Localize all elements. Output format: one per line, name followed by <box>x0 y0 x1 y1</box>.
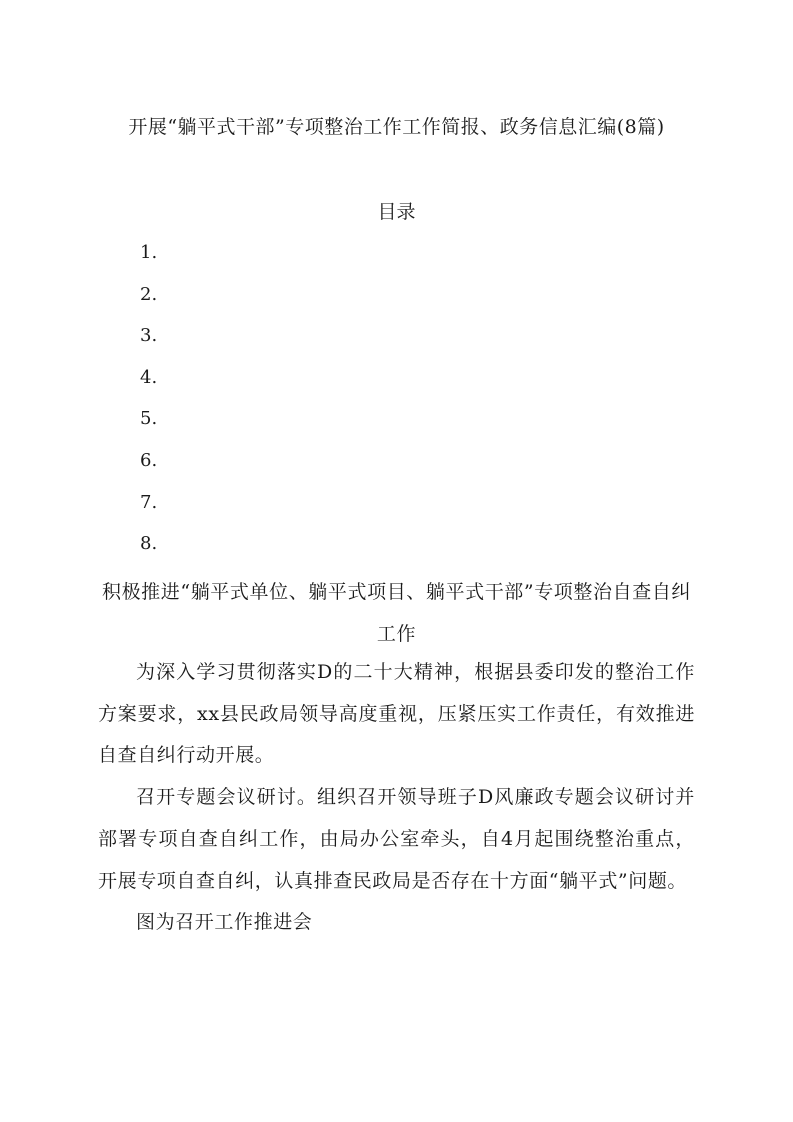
toc-item-1[interactable]: 1. <box>140 242 158 263</box>
document-title: 开展“躺平式干部”专项整治工作工作简报、政务信息汇编(8篇) <box>128 116 665 138</box>
section-heading: 积极推进“躺平式单位、躺平式项目、躺平式干部”专项整治自查自纠工作 <box>101 581 692 645</box>
toc-item-2[interactable]: 2. <box>140 283 158 305</box>
toc-item-4[interactable]: 4. <box>140 366 158 388</box>
document-body <box>98 652 695 944</box>
toc-item-5[interactable]: 5. <box>140 408 158 430</box>
toc-list <box>140 240 157 573</box>
paragraph-meeting: 召开专题会议研讨。组织召开领导班子D风廉政专题会议研讨并部署专项自查自纠工作，由局办公室牵头，自4月起围绕整治重点，开展专项自查自纠，认真排查民政局是否存在十方面“躺平式”问题。 <box>98 786 695 892</box>
toc-item-6[interactable]: 6. <box>140 449 158 471</box>
toc-item-8[interactable]: 8. <box>140 533 158 555</box>
toc-item-3[interactable]: 3. <box>140 325 158 347</box>
toc-heading: 目录 <box>377 201 416 223</box>
paragraph-intro: 为深入学习贯彻落实D的二十大精神，根据县委印发的整治工作方案要求，xx县民政局领导高度重视，压紧压实工作责任，有效推进自查自纠行动开展。 <box>98 661 695 767</box>
toc-item-7[interactable]: 7. <box>140 491 158 513</box>
image-caption: 图为召开工作推进会 <box>136 911 313 934</box>
